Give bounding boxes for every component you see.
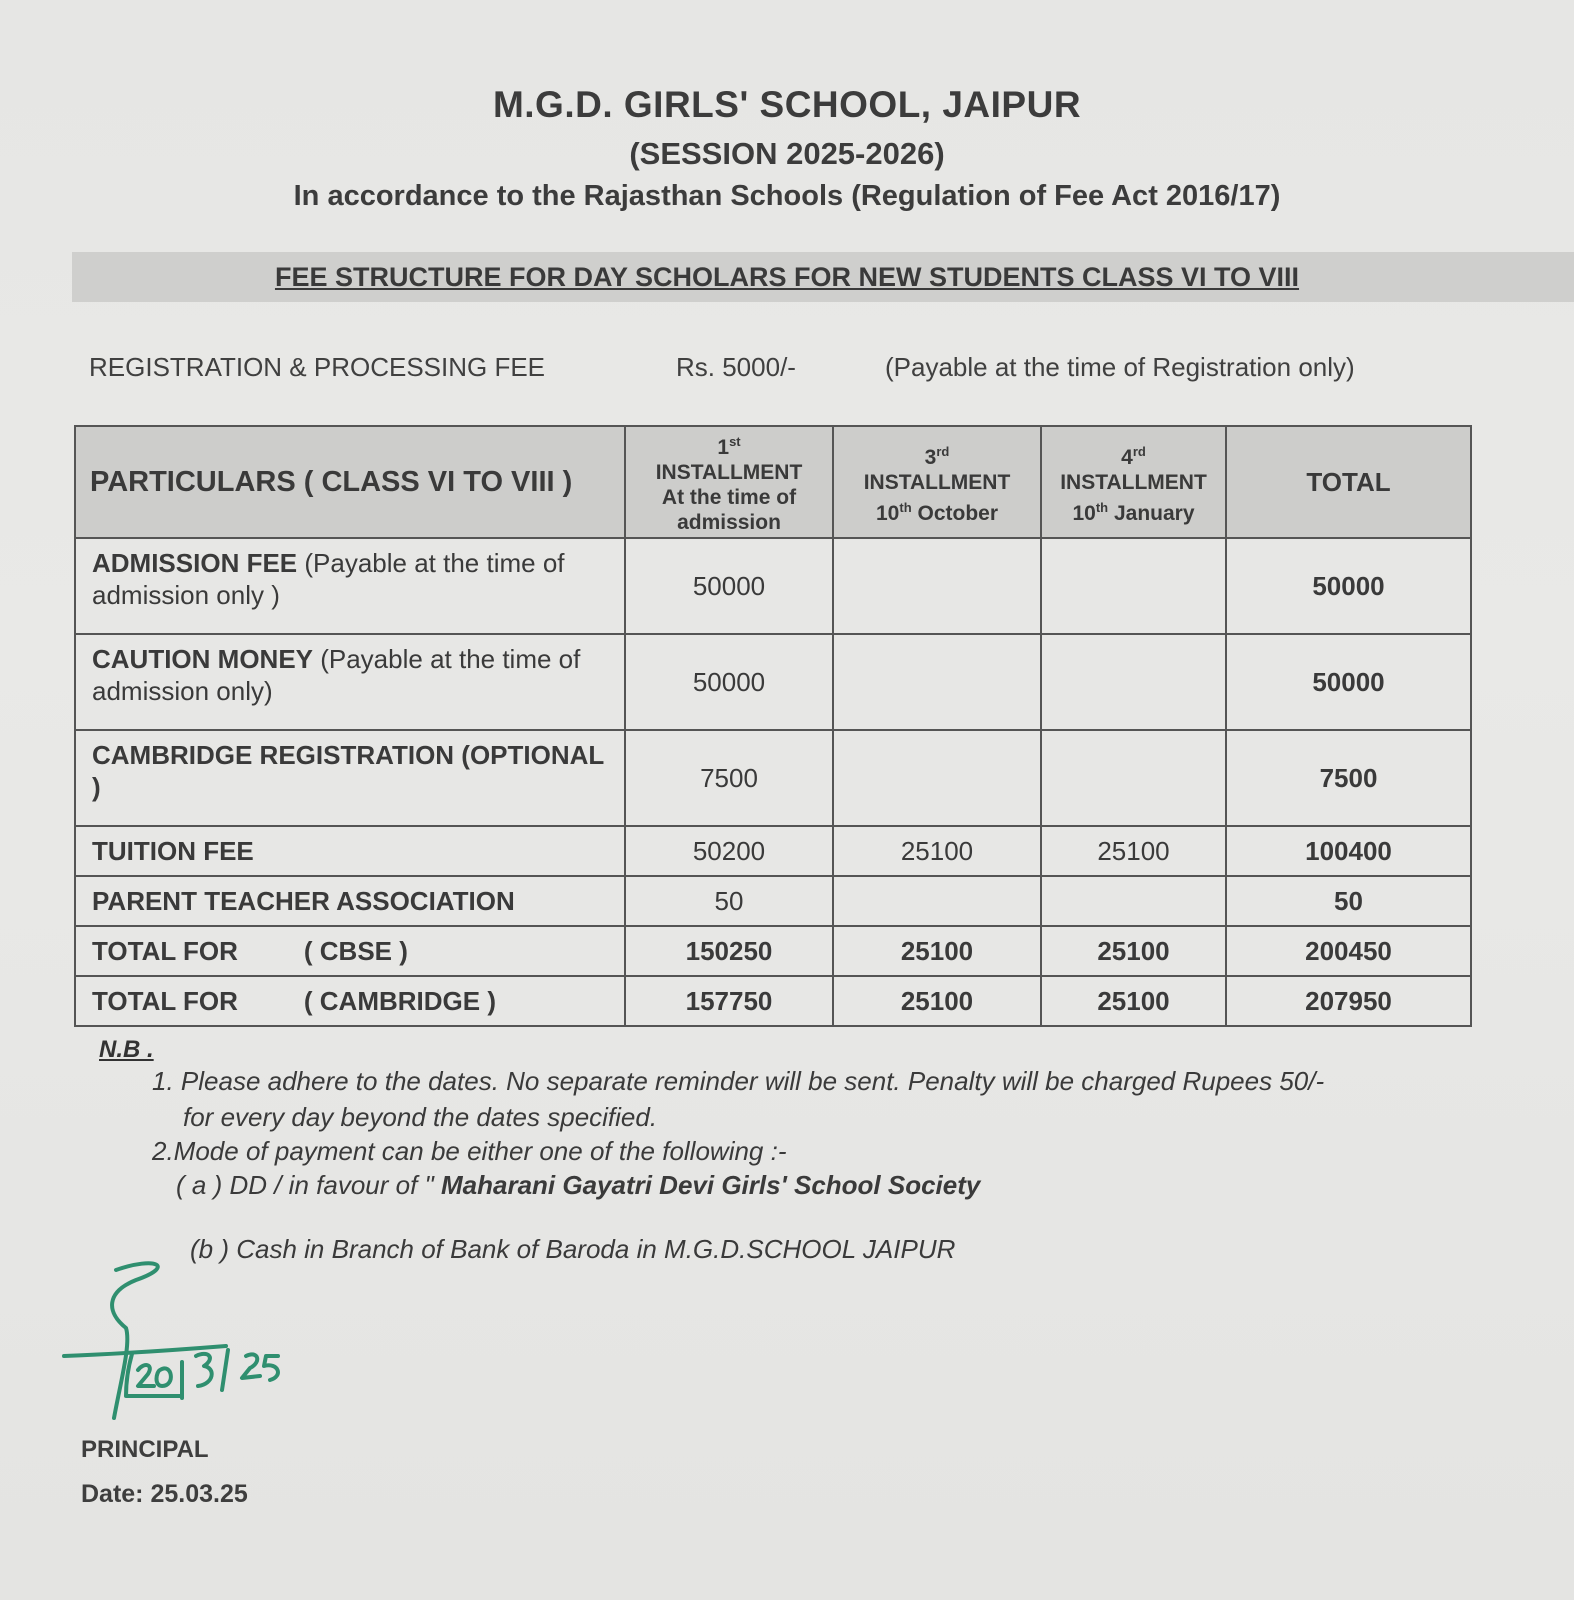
cell-inst3: 25100 [833, 976, 1041, 1026]
table-row [75, 538, 1471, 634]
header-total: TOTAL [1226, 426, 1471, 538]
signature-date: Date: 25.03.25 [81, 1480, 248, 1508]
cell-inst4: 25100 [1041, 826, 1226, 876]
row-label-bold: CAUTION MONEY [92, 644, 313, 674]
table-row [75, 876, 1471, 926]
total-row-cambridge [75, 976, 1471, 1026]
cell-total: 200450 [1226, 926, 1471, 976]
cell-total: 7500 [1226, 730, 1471, 826]
school-name: M.G.D. GIRLS' SCHOOL, JAIPUR [492, 84, 1082, 125]
total-row-cbse [75, 926, 1471, 976]
inst3-day: 10 [876, 501, 900, 525]
inst1-subtitle: At the time of admission [661, 486, 797, 534]
row-label [75, 976, 625, 1026]
inst3-number: 3 [924, 445, 937, 469]
row-label [75, 538, 625, 634]
cell-inst1: 150250 [625, 926, 833, 976]
cell-inst1: 7500 [625, 730, 833, 826]
header-installment-1 [625, 426, 833, 538]
cell-inst3: 25100 [833, 826, 1041, 876]
row-label [75, 926, 625, 976]
header-installment-4 [1041, 426, 1226, 538]
note-2a [176, 1170, 980, 1201]
row-label [75, 826, 625, 876]
registration-amount: Rs. 5000/- [676, 352, 796, 382]
cell-inst3 [833, 538, 1041, 634]
fee-structure-title: FEE STRUCTURE FOR DAY SCHOLARS FOR NEW STUDENTS CLASS VI TO VIII [274, 262, 1300, 292]
inst4-day: 10 [1072, 501, 1096, 525]
signature [56, 1258, 316, 1438]
row-label [75, 876, 625, 926]
inst1-suffix: st [729, 434, 741, 449]
cell-inst3 [833, 730, 1041, 826]
note-2a-prefix: ( a ) DD / in favour of " [176, 1170, 434, 1200]
cell-inst4 [1041, 634, 1226, 730]
row-label-detail: (Payable at the time of admission only ) [92, 548, 565, 610]
header-particulars: PARTICULARS ( CLASS VI TO VIII ) [75, 426, 625, 538]
session: (SESSION 2025-2026) [629, 136, 945, 171]
registration-label: REGISTRATION & PROCESSING FEE [89, 352, 546, 382]
cell-inst1: 50 [625, 876, 833, 926]
row-label [75, 730, 625, 826]
table-row [75, 730, 1471, 826]
board-label: ( CAMBRIDGE ) [303, 986, 496, 1016]
note-1-line-1: 1. Please adhere to the dates. No separate reminder will be sent. Penalty will be charged Rupees 50/- [152, 1066, 1325, 1096]
inst4-suffix: rd [1132, 443, 1146, 459]
principal-label: PRINCIPAL [81, 1436, 209, 1463]
row-label-detail: CAMBRIDGE REGISTRATION (OPTIONAL ) [92, 740, 604, 802]
table-row [75, 826, 1471, 876]
cell-inst4: 25100 [1041, 976, 1226, 1026]
board-label: ( CBSE ) [303, 936, 408, 966]
inst4-title: INSTALLMENT [1060, 470, 1207, 494]
table-header-row [75, 426, 1471, 538]
inst3-day-suffix: th [899, 499, 912, 515]
cell-inst1: 50000 [625, 538, 833, 634]
cell-total: 50000 [1226, 538, 1471, 634]
cell-total: 50000 [1226, 634, 1471, 730]
note-2b: (b ) Cash in Branch of Bank of Baroda in M.G.D.SCHOOL JAIPUR [190, 1234, 956, 1264]
cell-inst3 [833, 876, 1041, 926]
inst4-number: 4 [1121, 445, 1133, 469]
cell-inst4 [1041, 876, 1226, 926]
inst3-suffix: rd [936, 443, 950, 459]
cell-total: 207950 [1226, 976, 1471, 1026]
total-label: TOTAL FOR [92, 986, 238, 1016]
note-2a-payee: Maharani Gayatri Devi Girls' School Society [433, 1170, 981, 1200]
note-2: 2.Mode of payment can be either one of the following :- [152, 1136, 787, 1166]
inst4-month: January [1113, 501, 1195, 525]
inst3-title: INSTALLMENT [863, 470, 1011, 494]
row-label-bold: PARENT TEACHER ASSOCIATION [92, 886, 515, 916]
cell-inst3 [833, 634, 1041, 730]
cell-inst1: 157750 [625, 976, 833, 1026]
row-label-bold: TUITION FEE [92, 836, 254, 866]
cell-total: 50 [1226, 876, 1471, 926]
row-label-detail: (Payable at the time of admission only) [92, 644, 581, 706]
cell-total: 100400 [1226, 826, 1471, 876]
inst1-number: 1 [717, 436, 730, 459]
act-reference: In accordance to the Rajasthan Schools (Regulation of Fee Act 2016/17) [293, 180, 1281, 212]
cell-inst4 [1041, 538, 1226, 634]
notes-heading: N.B . [99, 1036, 154, 1063]
inst1-title: INSTALLMENT [655, 461, 803, 484]
inst3-month: October [917, 501, 998, 525]
cell-inst1: 50000 [625, 634, 833, 730]
header-installment-3 [833, 426, 1041, 538]
inst4-day-suffix: th [1095, 499, 1109, 515]
cell-inst4 [1041, 730, 1226, 826]
cell-inst3: 25100 [833, 926, 1041, 976]
registration-note: (Payable at the time of Registration only) [885, 352, 1355, 382]
total-label: TOTAL FOR [92, 936, 238, 966]
fee-table [74, 425, 1472, 1027]
row-label-bold: ADMISSION FEE [92, 548, 298, 578]
cell-inst4: 25100 [1041, 926, 1226, 976]
table-row [75, 634, 1471, 730]
note-1-line-2: for every day beyond the dates specified. [183, 1102, 658, 1132]
cell-inst1: 50200 [625, 826, 833, 876]
row-label [75, 634, 625, 730]
